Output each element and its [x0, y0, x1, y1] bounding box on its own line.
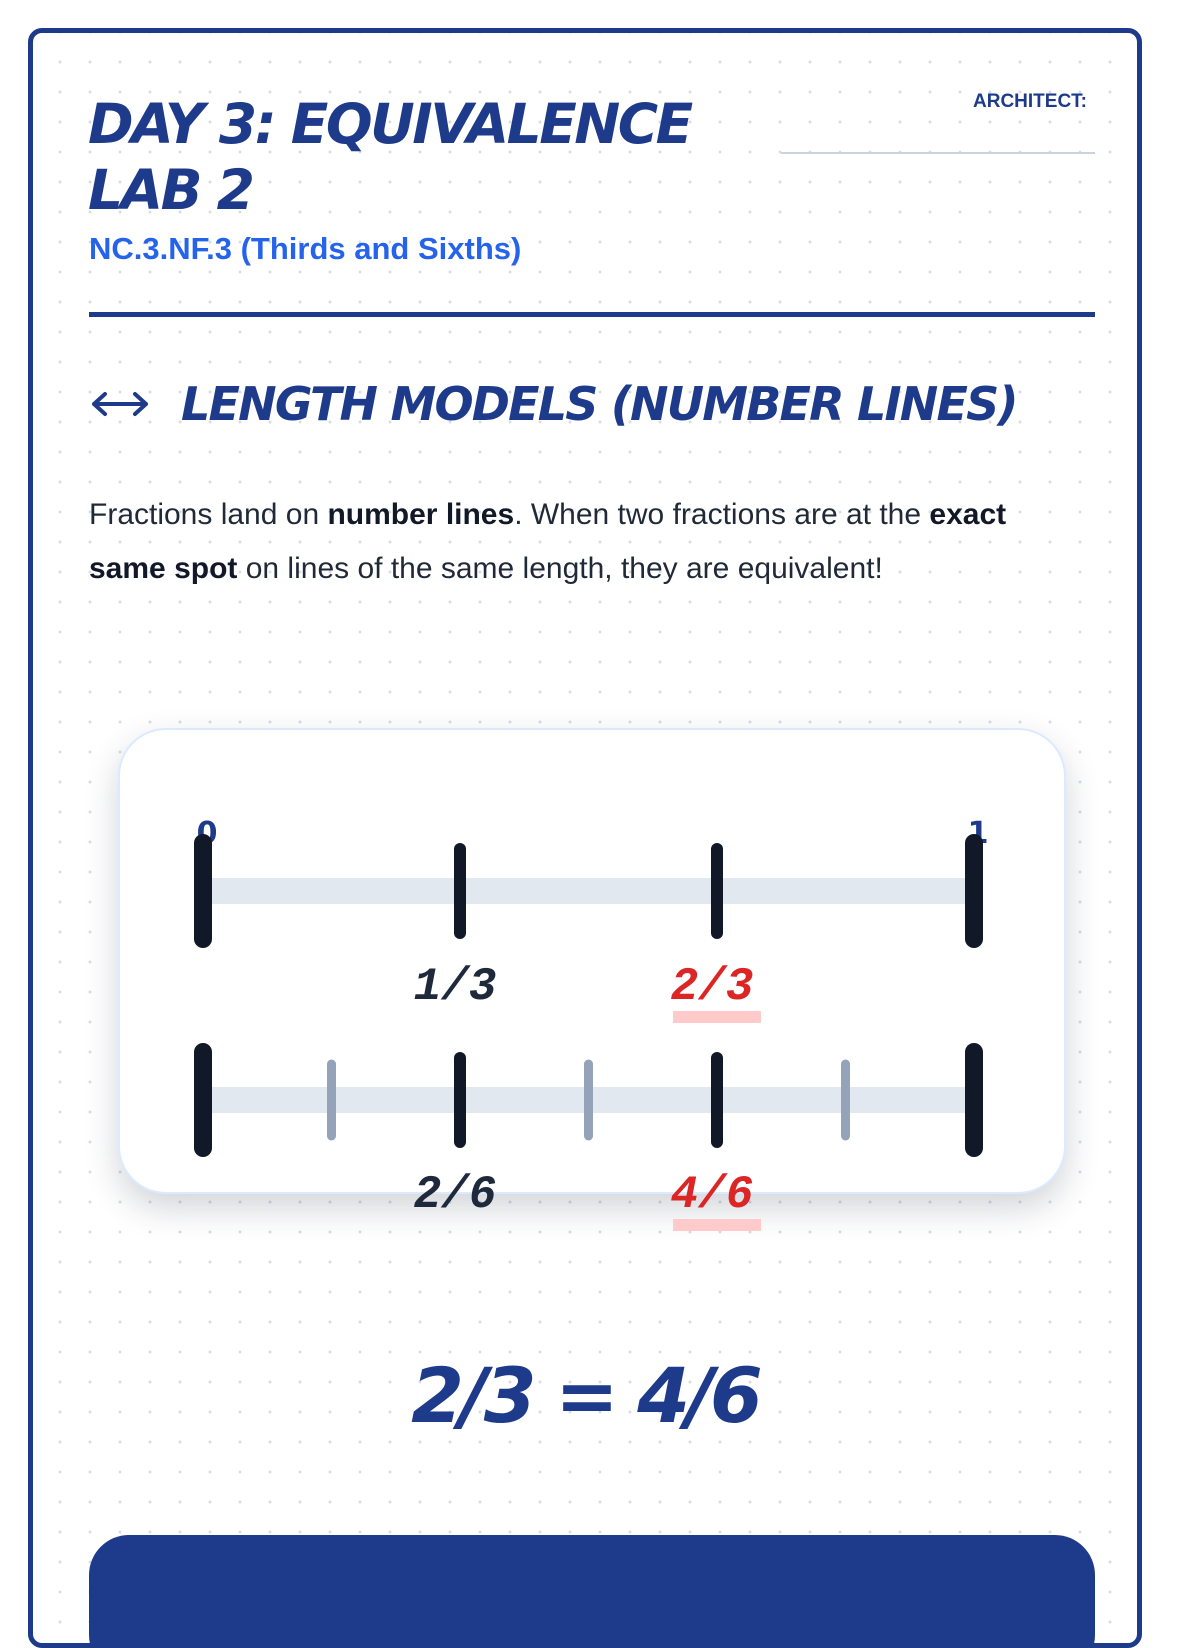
endpoint-label-0: 0	[196, 816, 218, 851]
equivalence-equation: 2/3 = 4/6	[411, 1351, 759, 1440]
fraction-label-sixths-0: 2/6	[413, 1169, 497, 1221]
section-title: LENGTH MODELS (NUMBER LINES)	[181, 377, 1017, 431]
endpoint-label-1: 1	[967, 816, 989, 851]
number-line-diagram	[33, 33, 1137, 1333]
fraction-label-thirds-0: 1/3	[413, 961, 497, 1013]
action-banner	[89, 1535, 1095, 1648]
standard-label: NC.3.NF.3 (Thirds and Sixths)	[89, 231, 522, 266]
intro-text-1: Fractions land on	[89, 498, 328, 531]
intro-text-2: . When two fractions are at the	[514, 498, 930, 531]
intro-bold-1: number lines	[327, 498, 515, 531]
architect-label: ARCHITECT:	[973, 91, 1087, 112]
intro-bold-2: exact same spot	[89, 498, 1007, 585]
worksheet	[28, 28, 1142, 1648]
page-title: DAY 3: EQUIVALENCE LAB 2	[88, 92, 691, 222]
fraction-label-sixths-1: 4/6	[670, 1169, 754, 1221]
intro-text-3: on lines of the same length, they are equivalent!	[237, 552, 883, 585]
fraction-label-thirds-1: 2/3	[670, 961, 754, 1013]
